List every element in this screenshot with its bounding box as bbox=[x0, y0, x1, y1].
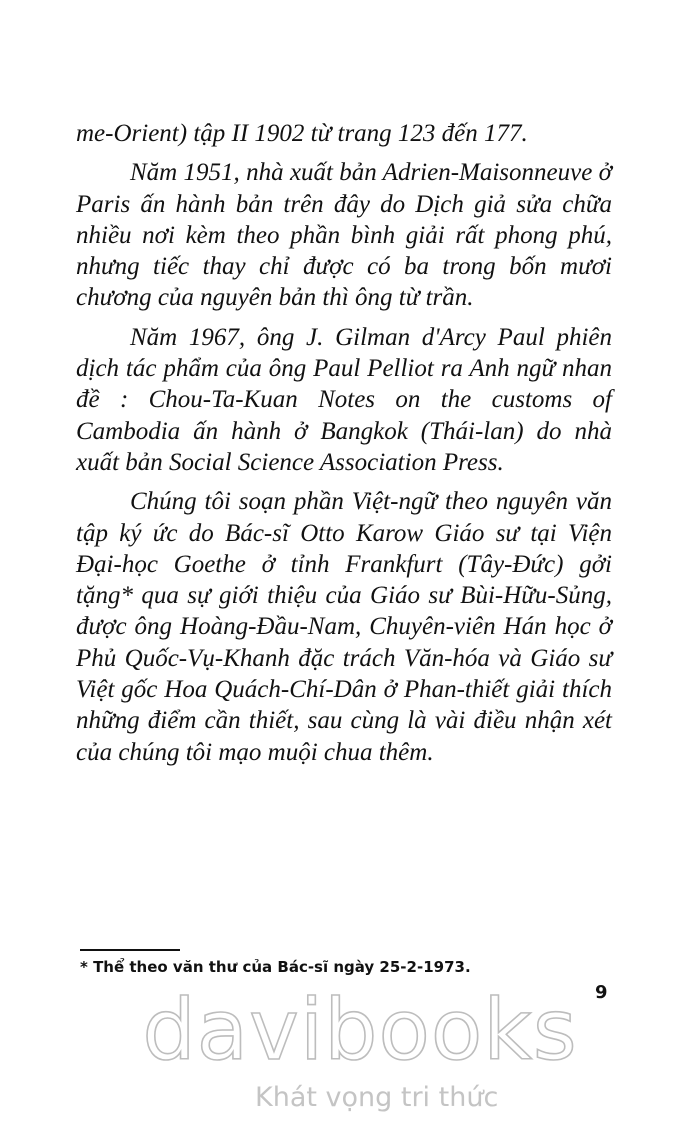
watermark-tagline: Khát vọng tri thức bbox=[255, 1082, 499, 1113]
page-number: 9 bbox=[595, 982, 608, 1003]
watermark-logo: davibooks bbox=[142, 981, 578, 1079]
paragraph: Chúng tôi soạn phần Việt-ngữ theo nguyên văn tập ký ức do Bác-sĩ Otto Karow Giáo sư tại Viện Đại-học Goethe ở tỉnh Frankfurt (Tây-Đức) gởi tặng* qua sự giới thiệu của Giáo sư Bùi-Hữu-Sủng, được ông Hoàng-Đầu-Nam, Chuyên-viên Hán học ở Phủ Quốc-Vụ-Khanh đặc trách Văn-hóa và Giáo sư Việt gốc Hoa Quách-Chí-Dân ở Phan-thiết giải thích những điểm cần thiết, sau cùng là vài điều nhận xét của chúng tôi mạo muội chua thêm. bbox=[76, 488, 612, 766]
body-text bbox=[76, 118, 612, 776]
paragraph: Năm 1967, ông J. Gilman d'Arcy Paul phiên dịch tác phẩm của ông Paul Pelliot ra Anh ngữ nhan đề : Chou-Ta-Kuan Notes on the customs of Cambodia ấn hành ở Bangkok (Thái-lan) do nhà xuất bản Social Science Association Press. bbox=[76, 323, 612, 476]
paragraph: Năm 1951, nhà xuất bản Adrien-Maisonneuve ở Paris ấn hành bản trên đây do Dịch giả sửa chữa nhiều nơi kèm theo phần bình giải rất phong phú, nhưng tiếc thay chỉ được có ba trong bốn mươi chương của nguyên bản thì ông từ trần. bbox=[76, 159, 612, 312]
footnote: * Thể theo văn thư của Bác-sĩ ngày 25-2-1973. bbox=[80, 958, 471, 976]
footnote-divider bbox=[80, 949, 180, 951]
paragraph-continued: me-Orient) tập II 1902 từ trang 123 đến 177. bbox=[76, 120, 528, 147]
